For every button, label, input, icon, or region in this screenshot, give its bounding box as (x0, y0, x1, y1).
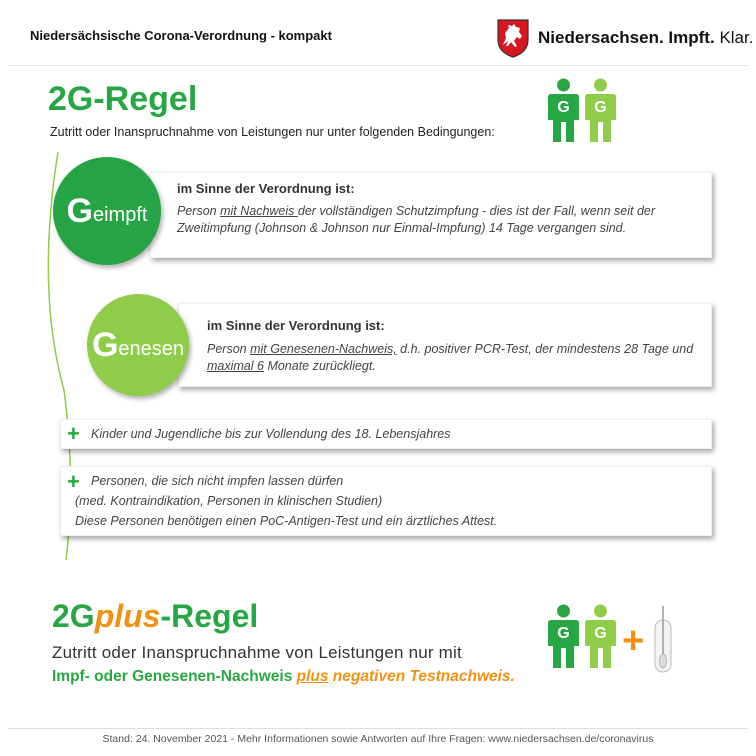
brand-klar: Klar. (719, 28, 754, 47)
geimpft-text: Person mit Nachweis der vollständigen Schutzimpfung - dies ist der Fall, wenn seit der Zweitimpfung (Johnson & Johnson nur Einmal-Impfung) 14 Tage vergangen sind. (177, 204, 656, 235)
kinder-text: Kinder und Jugendliche bis zur Vollendung des 18. Lebensjahres (91, 427, 451, 441)
genesen-heading: im Sinne der Verordnung ist: (207, 318, 385, 333)
subtitle-2g: Zutritt oder Inanspruchnahme von Leistungen nur unter folgenden Bedingungen: (50, 125, 495, 139)
brand-impft: Impft. (668, 28, 715, 47)
genesen-card (178, 303, 712, 387)
header (8, 8, 754, 66)
genesen-text: Person mit Genesenen-Nachweis, d.h. positiver PCR-Test, der mindestens 28 Tage und maximal 6 Monate zurückliegt. (207, 342, 694, 373)
2gplus-line-1: Zutritt oder Inanspruchnahme von Leistungen nur mit (52, 643, 462, 662)
person-geimpft-icon (547, 604, 580, 670)
personen-line-2: (med. Kontraindikation, Personen in klinischen Studien) (75, 494, 383, 508)
brand-text (538, 28, 753, 48)
orange-plus-icon: + (622, 620, 645, 662)
2gplus-line-2: Impf- oder Genesenen-Nachweis plus negativen Testnachweis. (52, 668, 515, 685)
person-geimpft-icon (547, 78, 580, 144)
title-2g-regel: 2G-Regel (48, 80, 198, 118)
persons-2g-group (547, 78, 617, 144)
geimpft-circle (53, 157, 161, 265)
geimpft-circle-initial: G (66, 191, 93, 230)
person-letter: G (594, 625, 607, 642)
genesen-circle-initial: G (91, 325, 119, 364)
personen-line-3: Diese Personen benötigen einen PoC-Antigen-Test und ein ärztliches Attest. (75, 514, 498, 528)
test-swab-icon (652, 604, 674, 674)
header-title: Niedersächsische Corona-Verordnung - kompakt (30, 28, 332, 43)
personen-card (60, 466, 712, 536)
person-letter: G (557, 99, 570, 116)
person-genesen-icon (584, 604, 617, 670)
person-letter: G (557, 625, 570, 642)
kinder-card (60, 419, 712, 449)
geimpft-heading: im Sinne der Verordnung ist: (177, 181, 355, 196)
geimpft-circle-label: eimpft (92, 203, 148, 226)
geimpft-card (150, 172, 712, 258)
genesen-circle-label: enesen (118, 337, 185, 360)
brand-niedersachsen: Niedersachsen. (538, 28, 664, 47)
persons-2gplus-group (547, 604, 617, 670)
person-letter: G (594, 99, 607, 116)
title-2gplus-regel: 2Gplus-Regel (52, 598, 259, 634)
plus-icon: + (67, 421, 80, 446)
footer: Stand: 24. November 2021 - Mehr Informationen sowie Antworten auf Ihre Fragen: www.niedersachsen.de/coronavirus (8, 728, 748, 748)
plus-icon: + (67, 469, 80, 494)
genesen-circle (87, 294, 189, 396)
brand (496, 18, 753, 58)
person-genesen-icon (584, 78, 617, 144)
lower-saxony-horse-crest-icon (496, 18, 530, 58)
personen-line-1: Personen, die sich nicht impfen lassen dürfen (91, 474, 344, 488)
